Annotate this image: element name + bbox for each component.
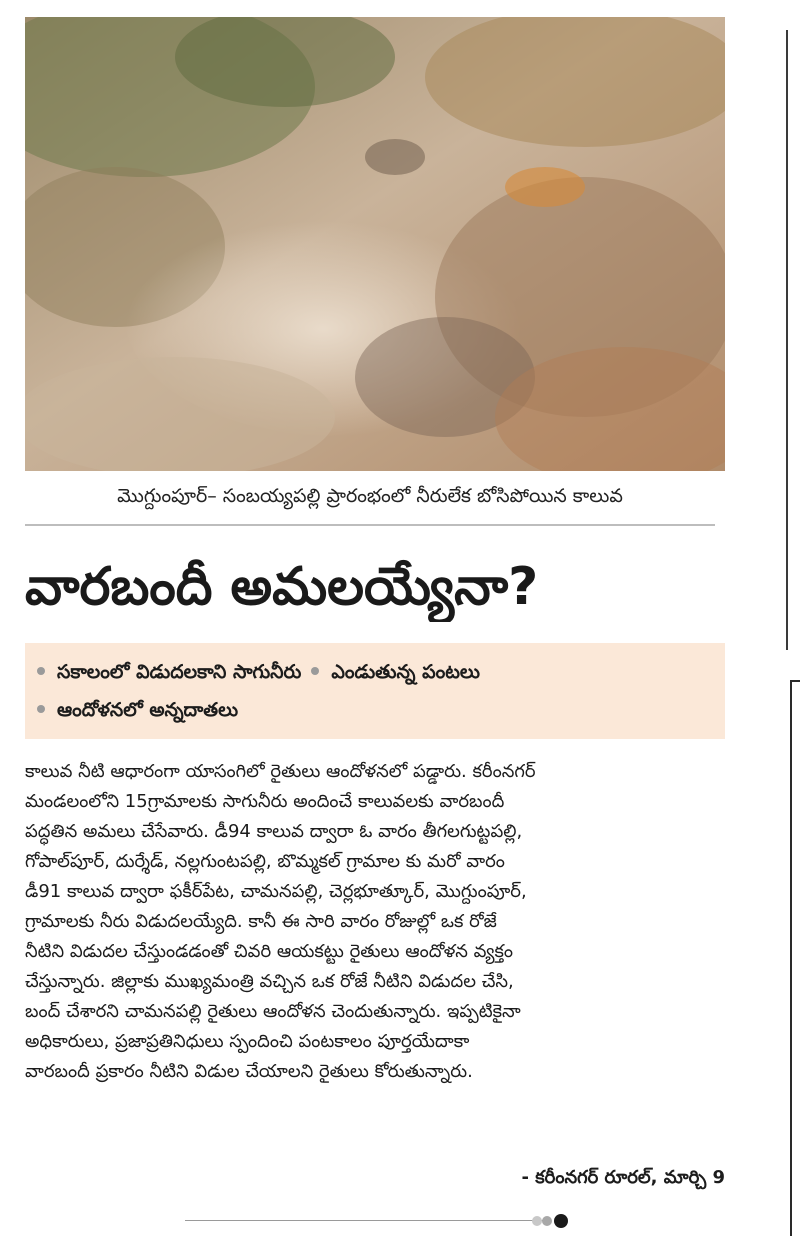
highlight-item: ఎండుతున్న పంటలు (331, 661, 480, 683)
article-body (25, 757, 725, 1087)
canal-photo-image (25, 17, 725, 471)
body-line: వారబందీ ప్రకారం నీటిని విడుల చేయాలని రైతులు కోరుతున్నారు. (25, 1061, 473, 1082)
caption-divider (25, 524, 715, 526)
article-headline: వారబందీ అమలయ్యేనా? (25, 557, 539, 617)
body-line: నీటిని విడుదల చేస్తుండడంతో చివరి ఆయకట్టు రైతులు ఆందోళన వ్యక్తం (25, 941, 514, 962)
photo-caption: మొగ్దుంపూర్‌– సంబయ్యపల్లి ప్రారంభంలో నీరులేక బోసిపోయిన కాలువ (117, 485, 623, 507)
column-divider (786, 30, 788, 650)
end-divider (185, 1220, 545, 1221)
highlight-line-2 (37, 691, 713, 729)
bullet-icon (37, 667, 45, 675)
highlights-box (25, 643, 725, 739)
highlight-item: సకాలంలో విడుదలకాని సాగునీరు (57, 661, 302, 683)
bullet-icon (37, 705, 45, 713)
dateline: - కరీంనగర్‌ రూరల్‌, మార్చి 9 (521, 1167, 725, 1188)
body-line: కాలువ నీటి ఆధారంగా యాసంగిలో రైతులు ఆందోళనలో పడ్డారు. కరీంనగర్‌ (25, 761, 536, 782)
canal-photo (25, 17, 725, 471)
highlight-line-1 (37, 653, 713, 691)
body-line: గ్రామాలకు నీరు విడుదలయ్యేది. కానీ ఈ సారి వారం రోజుల్లో ఒక రోజే (25, 911, 497, 932)
body-line: అధికారులు, ప్రజాప్రతినిధులు స్పందించి పంటకాలం పూర్తయేదాకా (25, 1031, 470, 1052)
adjacent-box-border (790, 680, 792, 1236)
body-line: బంద్‌ చేశారని చామనపల్లి రైతులు ఆందోళన చెందుతున్నారు. ఇప్పటికైనా (25, 1001, 521, 1022)
body-line: డీ91 కాలువ ద్వారా ఫకీర్‌పేట, చామనపల్లి, చెర్లభూత్కూర్‌, మొగ్దుంపూర్‌, (25, 881, 527, 902)
body-line: మండలంలోని 15గ్రామాలకు సాగునీరు అందించే కాలువలకు వారబందీ (25, 791, 505, 812)
bullet-icon (311, 667, 319, 675)
highlight-item: ఆందోళనలో అన్నదాతలు (57, 699, 239, 721)
body-line: చేస్తున్నారు. జిల్లాకు ముఖ్యమంత్రి వచ్చిన ఒక రోజే నీటిని విడుదల చేసి, (25, 971, 514, 992)
body-line: గోపాల్‌పూర్‌, దుర్శేడ్‌, నల్లగుంటపల్లి, బొమ్మకల్‌ గ్రామాల కు మరో వారం (25, 851, 505, 872)
body-line: పద్ధతిన అమలు చేసేవారు. డీ94 కాలువ ద్వారా ఓ వారం తీగలగుట్టపల్లి, (25, 821, 523, 842)
adjacent-box-border-top (790, 680, 800, 682)
end-dots-icon (530, 1213, 575, 1229)
